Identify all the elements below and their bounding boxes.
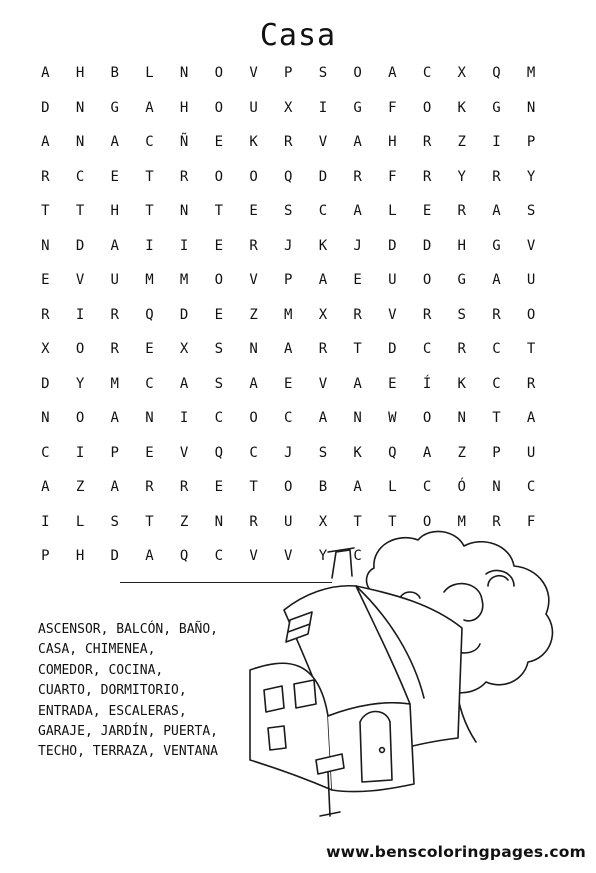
grid-letter: E — [110, 168, 119, 185]
word-list-line: CASA, CHIMENEA, — [38, 642, 156, 658]
grid-letter: R — [145, 479, 154, 495]
grid-letter: V — [318, 375, 328, 392]
grid-letter: V — [526, 237, 536, 254]
grid-letter: T — [75, 203, 85, 219]
grid-letter: B — [110, 65, 119, 81]
grid-letter: N — [526, 99, 536, 116]
grid-letter: K — [353, 444, 362, 461]
grid-letter: Ó — [457, 479, 466, 495]
grid-letter: Q — [284, 168, 293, 185]
grid-letter: E — [214, 306, 224, 323]
word-list-line: CUARTO, DORMITORIO, — [38, 683, 187, 699]
grid-letter: C — [145, 375, 154, 392]
grid-letter: A — [318, 410, 328, 426]
grid-letter: A — [492, 272, 501, 288]
grid-letter: Z — [249, 306, 258, 323]
grid-letter: S — [214, 375, 224, 392]
grid-letter: X — [457, 65, 466, 81]
grid-letter: L — [145, 65, 154, 81]
grid-letter: R — [353, 168, 362, 185]
grid-letter: E — [214, 134, 224, 150]
grid-letter: R — [492, 513, 501, 530]
grid-letter: T — [353, 341, 362, 357]
grid-letter: Y — [457, 168, 466, 185]
grid-letter: A — [318, 272, 328, 288]
grid-letter: T — [41, 203, 50, 219]
grid-letter: O — [526, 306, 536, 323]
grid-letter: E — [422, 203, 432, 219]
grid-letter: A — [353, 203, 362, 219]
grid-letter: L — [75, 513, 85, 530]
grid-row — [28, 194, 568, 228]
grid-letter: H — [75, 548, 85, 564]
grid-letter: R — [249, 237, 258, 254]
grid-letter: T — [214, 203, 224, 219]
grid-letter: R — [422, 168, 432, 185]
grid-letter: I — [41, 513, 50, 530]
grid-letter: P — [284, 65, 293, 81]
grid-letter: C — [249, 444, 258, 461]
word-list-line: GARAJE, JARDÍN, PUERTA, — [38, 723, 219, 739]
grid-letter: E — [388, 375, 397, 392]
grid-letter: Ñ — [179, 134, 189, 150]
grid-letter: L — [388, 203, 397, 219]
grid-letter: A — [110, 134, 119, 150]
word-list-line: ASCENSOR, BALCÓN, BAÑO, — [38, 622, 219, 637]
grid-letter: C — [318, 203, 328, 219]
grid-letter: Q — [179, 548, 189, 564]
grid-letter: A — [353, 375, 362, 392]
grid-letter: R — [457, 203, 466, 219]
grid-letter: H — [75, 65, 85, 81]
grid-letter: I — [75, 306, 85, 323]
grid-letter: O — [422, 410, 432, 426]
grid-letter: S — [457, 306, 466, 323]
grid-letter: Z — [457, 134, 466, 150]
grid-letter: N — [457, 410, 466, 426]
grid-letter: H — [179, 99, 189, 116]
grid-letter: B — [318, 479, 328, 495]
grid-letter: R — [110, 306, 119, 323]
grid-letter: N — [179, 65, 189, 81]
grid-letter: K — [457, 99, 466, 116]
grid-letter: T — [353, 513, 362, 530]
grid-letter: O — [214, 168, 224, 185]
grid-letter: R — [249, 513, 258, 530]
grid-letter: Q — [145, 306, 154, 323]
grid-letter: O — [353, 65, 362, 81]
grid-letter: P — [492, 444, 501, 461]
grid-letter: D — [41, 99, 50, 116]
grid-letter: U — [249, 99, 258, 116]
grid-letter: V — [249, 272, 258, 288]
grid-letter: G — [492, 99, 501, 116]
grid-letter: X — [41, 341, 50, 357]
grid-letter: H — [388, 134, 397, 150]
grid-letter: C — [492, 375, 501, 392]
grid-letter: G — [457, 272, 466, 288]
grid-row — [28, 298, 568, 332]
grid-letter: Q — [492, 65, 501, 81]
grid-letter: D — [75, 237, 85, 254]
grid-letter: V — [75, 272, 85, 288]
grid-letter: C — [214, 548, 224, 564]
grid-letter: N — [492, 479, 501, 495]
grid-letter: A — [145, 548, 154, 564]
grid-letter: N — [41, 410, 50, 426]
grid-letter: R — [179, 168, 189, 185]
grid-letter: K — [249, 134, 258, 150]
grid-letter: C — [492, 341, 501, 357]
grid-letter: M — [526, 65, 536, 81]
grid-row — [28, 229, 568, 263]
grid-letter: X — [284, 99, 293, 116]
grid-letter: A — [145, 99, 154, 116]
grid-letter: R — [457, 341, 466, 357]
grid-letter: L — [388, 479, 397, 495]
grid-letter: G — [492, 237, 501, 254]
grid-letter: I — [318, 99, 328, 116]
grid-letter: V — [249, 65, 258, 81]
grid-letter: A — [110, 410, 119, 426]
grid-letter: U — [284, 513, 293, 530]
grid-letter: C — [353, 548, 362, 564]
grid-letter: T — [526, 341, 536, 357]
grid-letter: A — [388, 65, 397, 81]
grid-letter: C — [422, 341, 432, 357]
grid-letter: S — [214, 341, 224, 357]
grid-letter: N — [75, 99, 85, 116]
grid-letter: R — [526, 375, 536, 392]
grid-letter: X — [318, 306, 328, 323]
grid-letter: M — [179, 272, 189, 288]
grid-row — [28, 367, 568, 401]
grid-letter: T — [492, 410, 501, 426]
grid-letter: Y — [318, 548, 328, 564]
grid-letter: I — [179, 237, 189, 254]
grid-letter: A — [492, 203, 501, 219]
website-url[interactable]: www.benscoloringpages.com — [326, 843, 586, 861]
word-list-line: COMEDOR, COCINA, — [38, 662, 164, 678]
grid-letter: T — [249, 479, 258, 495]
grid-letter: D — [388, 237, 397, 254]
grid-letter: R — [422, 306, 432, 323]
grid-letter: Z — [457, 444, 466, 461]
grid-letter: R — [284, 134, 293, 150]
grid-letter: M — [457, 513, 466, 530]
grid-letter: J — [284, 444, 293, 461]
grid-letter: C — [526, 479, 536, 495]
grid-letter: S — [110, 513, 119, 530]
grid-letter: U — [110, 272, 119, 288]
grid-letter: A — [110, 237, 119, 254]
grid-row — [28, 125, 568, 159]
grid-letter: D — [422, 237, 432, 254]
grid-letter: F — [388, 99, 397, 116]
grid-letter: A — [422, 444, 432, 461]
grid-letter: R — [492, 168, 501, 185]
grid-letter: P — [110, 444, 119, 461]
grid-letter: V — [388, 306, 397, 323]
grid-letter: O — [75, 410, 85, 426]
grid-letter: D — [318, 168, 328, 185]
page-title: Casa — [259, 18, 337, 53]
grid-letter: H — [457, 237, 466, 254]
grid-letter: C — [75, 168, 85, 185]
grid-letter: V — [318, 134, 328, 150]
grid-letter: P — [526, 134, 536, 150]
grid-letter: F — [388, 168, 397, 185]
grid-letter: V — [284, 548, 293, 564]
grid-letter: C — [284, 410, 293, 426]
grid-letter: R — [353, 306, 362, 323]
grid-letter: O — [75, 341, 85, 357]
grid-letter: D — [110, 548, 119, 564]
grid-letter: R — [422, 134, 432, 150]
grid-letter: S — [318, 444, 328, 461]
grid-letter: V — [249, 548, 258, 564]
grid-letter: A — [249, 375, 258, 392]
grid-row — [28, 436, 568, 470]
grid-letter: A — [41, 479, 50, 495]
grid-letter: S — [526, 203, 536, 219]
grid-letter: T — [145, 203, 154, 219]
grid-letter: E — [41, 272, 50, 288]
grid-letter: Í — [422, 375, 432, 392]
grid-letter: C — [422, 479, 432, 495]
grid-letter: A — [110, 479, 119, 495]
grid-letter: D — [41, 375, 50, 392]
grid-letter: E — [145, 444, 154, 461]
grid-letter: Y — [526, 168, 536, 185]
grid-letter: O — [249, 168, 258, 185]
grid-letter: M — [284, 306, 293, 323]
grid-letter: J — [284, 237, 293, 254]
grid-letter: M — [145, 272, 154, 288]
grid-row — [28, 332, 568, 366]
grid-letter: J — [353, 237, 362, 254]
grid-letter: O — [284, 479, 293, 495]
grid-letter: O — [214, 65, 224, 81]
grid-letter: C — [145, 134, 154, 150]
grid-letter: R — [318, 341, 328, 357]
grid-row — [28, 56, 568, 90]
grid-letter: U — [526, 272, 536, 288]
grid-letter: I — [179, 410, 189, 426]
grid-letter: A — [284, 341, 293, 357]
grid-letter: R — [41, 306, 50, 323]
grid-letter: Z — [179, 513, 189, 530]
grid-letter: M — [110, 375, 119, 392]
grid-row — [28, 470, 568, 504]
grid-letter: E — [249, 203, 258, 219]
grid-letter: P — [284, 272, 293, 288]
grid-letter: V — [179, 444, 189, 461]
grid-letter: F — [526, 513, 536, 530]
grid-row — [28, 401, 568, 435]
grid-letter: R — [110, 341, 119, 357]
grid-letter: X — [318, 513, 328, 530]
grid-letter: A — [41, 65, 50, 81]
grid-letter: U — [526, 444, 536, 461]
grid-letter: T — [145, 168, 154, 185]
grid-letter: N — [179, 203, 189, 219]
grid-letter: Z — [75, 479, 85, 495]
grid-row — [28, 263, 568, 297]
grid-letter: O — [422, 272, 432, 288]
grid-letter: K — [318, 237, 328, 254]
grid-letter: Q — [214, 444, 224, 461]
grid-letter: N — [353, 410, 362, 426]
grid-letter: P — [41, 548, 50, 564]
grid-letter: O — [214, 272, 224, 288]
grid-letter: N — [75, 134, 85, 150]
grid-letter: E — [214, 479, 224, 495]
grid-letter: R — [179, 479, 189, 495]
grid-letter: E — [353, 272, 362, 288]
grid-letter: U — [388, 272, 397, 288]
grid-letter: G — [110, 99, 119, 116]
grid-letter: O — [422, 99, 432, 116]
grid-letter: S — [284, 203, 293, 219]
grid-letter: W — [388, 410, 397, 426]
grid-letter: H — [110, 203, 119, 219]
grid-letter: C — [422, 65, 432, 81]
grid-letter: R — [492, 306, 501, 323]
grid-letter: X — [179, 341, 189, 357]
grid-letter: C — [41, 444, 50, 461]
grid-letter: E — [145, 341, 154, 357]
grid-letter: A — [353, 479, 362, 495]
grid-row — [28, 160, 568, 194]
grid-letter: A — [526, 410, 536, 426]
grid-letter: K — [457, 375, 466, 392]
grid-letter: I — [75, 444, 85, 461]
grid-letter: N — [214, 513, 224, 530]
grid-letter: O — [422, 513, 432, 530]
grid-letter: I — [145, 237, 154, 254]
grid-letter: E — [214, 237, 224, 254]
grid-letter: A — [353, 134, 362, 150]
grid-letter: Q — [388, 444, 397, 461]
grid-letter: N — [145, 410, 154, 426]
grid-letter: D — [179, 306, 189, 323]
grid-letter: T — [388, 513, 397, 530]
grid-letter: N — [249, 341, 258, 357]
grid-letter: I — [492, 134, 501, 150]
word-list-line: TECHO, TERRAZA, VENTANA — [38, 744, 219, 760]
grid-letter: E — [284, 375, 293, 392]
house-and-tree-icon — [224, 528, 560, 828]
grid-letter: T — [145, 513, 154, 530]
grid-letter: A — [41, 134, 50, 150]
word-list-line: ENTRADA, ESCALERAS, — [38, 703, 187, 719]
grid-letter: C — [214, 410, 224, 426]
grid-letter: A — [179, 375, 189, 392]
grid-letter: R — [41, 168, 50, 185]
grid-letter: O — [249, 410, 258, 426]
grid-letter: Y — [75, 375, 85, 392]
grid-letter: D — [388, 341, 397, 357]
grid-letter: O — [214, 99, 224, 116]
grid-letter: N — [41, 237, 50, 254]
word-list — [38, 620, 218, 763]
grid-row — [28, 91, 568, 125]
grid-letter: G — [353, 99, 362, 116]
grid-letter: S — [318, 65, 328, 81]
